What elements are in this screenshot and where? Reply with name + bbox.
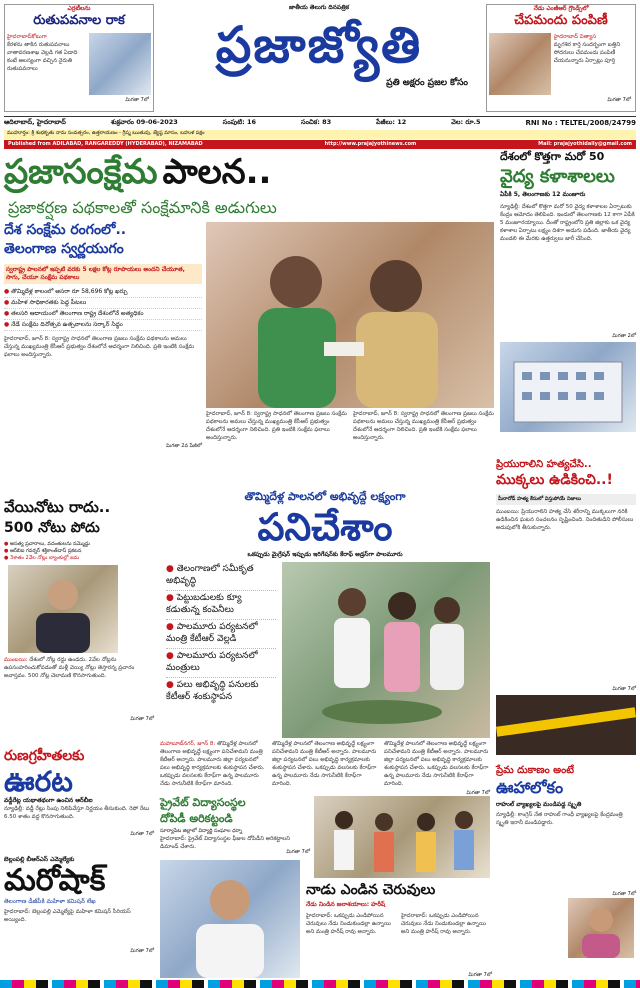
loans-title-2: ఊరట xyxy=(4,765,73,798)
person-illustration xyxy=(8,565,118,653)
smriti-title: ఊహాలోకం xyxy=(496,778,564,797)
kcr-bullets xyxy=(166,562,276,762)
kcr-body-columns xyxy=(160,740,490,790)
kcr-body-col-3: తొమ్మిదేళ్ల పాలనలో తెలంగాణ అభివృద్ధే లక్ష్యంగా పనిచేశామని మంత్రి కేటీఆర్ అన్నారు. పాలమూరు జిల్లా పర్యటనలో పలు అభివృద్ధి కార్యక్రమాలకు శంకుస్థాపన చేశారు. ఒకప్పుడు వలసలకు కేరాఫ్‌గా ఉన్న పాలమూరు నేడు సాగునీటికి కేరాఫ్‌గా మారింది. xyxy=(384,741,489,787)
dateline-date: శుక్రవారం 09-06-2023 xyxy=(110,118,178,126)
left-teaser-photo xyxy=(89,33,151,95)
kcr-bullet: ● పలు అభివృద్ధి పనులకు కేటీఆర్ శంకుస్థాపన xyxy=(166,678,276,706)
lead-photo-illustration xyxy=(206,222,494,408)
kcr-byline: మహబూబ్‌నగర్, జూన్ 8: xyxy=(160,741,216,747)
event-illustration xyxy=(314,796,490,878)
private-story[interactable] xyxy=(160,796,310,856)
ponds-story[interactable] xyxy=(306,882,492,982)
dateline-place: ఆదిలాబాద్, హైదరాబాద్ xyxy=(4,118,66,126)
mla-photo xyxy=(160,860,300,978)
smriti-kicker: ప్రేమ దుకాణం అంటే xyxy=(496,765,574,776)
mla-body: హైదరాబాద్: బెల్లంపల్లి ఎమ్మెల్యేపై మహిళా కమిషన్ సీరియస్ అయ్యింది. xyxy=(4,909,131,923)
notes-bullet: ● ఆర్‌బిఐ గవర్నర్ శక్తికాంత్‌దాస్ ప్రకటన xyxy=(4,548,154,555)
lead-bullet: ● నేడే సంక్షేమ దినోత్సవ ఉత్సవాలను సర్కార్ సిద్ధం xyxy=(4,320,202,331)
published-from: Published from ADILABAD, RANGAREDDY (HYDERABAD), NIZAMABAD xyxy=(8,141,203,147)
lead-headline-b: పాలన.. xyxy=(162,152,272,192)
kcr-body-col-2: తొమ్మిదేళ్ల పాలనలో తెలంగాణ అభివృద్ధే లక్ష్యంగా పనిచేశామని మంత్రి కేటీఆర్ అన్నారు. పాలమూరు జిల్లా పర్యటనలో పలు అభివృద్ధి కార్యక్రమాలకు శంకుస్థాపన చేశారు. ఒకప్పుడు వలసలకు కేరాఫ్‌గా ఉన్న పాలమూరు నేడు సాగునీటికి కేరాఫ్‌గా మారింది. xyxy=(272,741,377,787)
notes-bullet: ● 3శాతం 2వేల నోట్లు బ్యాంకుల్లో జమ xyxy=(4,555,154,562)
left-teaser-title: రుతుపవనాల రాక xyxy=(33,13,125,28)
mail-link[interactable]: Mail: prajajyothidaily@gmail.com xyxy=(538,141,632,147)
muhurtham-strip: ముహూర్తం: శ్రీ శుభకృతు నామ సంవత్సరం, ఉత్తరాయణం - గ్రీష్మ ఋతువు, జ్యేష్ఠ మాసం, బహుళ పక్షం xyxy=(4,130,636,139)
medical-sign: మిగతా 2లో xyxy=(612,333,636,339)
dateline-price: వెల: రూ.5 xyxy=(451,118,481,126)
medical-sub: ఏపీకి 5, తెలంగాణకు 12 మంజూరు xyxy=(500,191,586,198)
right-teaser-text: మృగశిర కార్తె సందర్భంగా బత్తిని సోదరులు చేపమందు పంపిణీ చేయనున్నారు ఏర్పాట్లు పూర్తి xyxy=(553,42,621,64)
left-teaser-kicker: ఎర్రటీలను xyxy=(67,5,91,12)
police-tape xyxy=(496,707,636,736)
murder-body: ముంబయి: ప్రియురాలిని హత్య చేసి శరీరాన్ని ముక్కలుగా నరికి ఉడికించిన ఘటన సంచలనం సృష్టించింది. నిందితుడిని పోలీసులు అదుపులోకి తీసుకున్నారు. xyxy=(496,509,634,531)
medical-body: న్యూఢిల్లీ: దేశంలో కొత్తగా మరో 50 వైద్య కళాశాలల ఏర్పాటుకు కేంద్రం ఆమోదం తెలిపింది. ఇందులో తెలంగాణకు 12 కాగా ఏపీకి 5 మంజూరయ్యాయి. దీంతో రాష్ట్రంలోని ప్రతి జిల్లాకు ఒక వైద్య కళాశాల ఏర్పాటు లక్ష్యం దిశగా అడుగు పడింది. జాతీయ వైద్య మండలి ఈ మేరకు ఉత్తర్వులు జారీ చేసింది. xyxy=(500,204,635,242)
right-teaser[interactable] xyxy=(486,4,636,112)
right-teaser-kicker: నేడు ఎంజీఆర్ గ్రౌండ్స్‌లో xyxy=(533,5,589,12)
loans-story[interactable] xyxy=(4,748,154,850)
ponds-sign: మిగతా 7లో xyxy=(468,972,492,978)
notes-byline: ముంబయి: xyxy=(4,657,28,663)
mla-title: మరోషాక్ xyxy=(4,863,106,898)
dateline xyxy=(4,116,636,129)
notes-sign: మిగతా 7లో xyxy=(130,716,154,722)
left-teaser[interactable] xyxy=(4,4,154,112)
loans-sub: వడ్డీరేట్ల యథాతథంగా ఉంచిన ఆర్‌బీఐ xyxy=(4,797,93,804)
lead-headline[interactable] xyxy=(4,152,494,196)
lead-kicker-1: దేశ సంక్షేమ రంగంలో.. xyxy=(4,222,127,238)
masthead xyxy=(160,4,478,112)
right-teaser-byline: హైదరాబాద్‌ విత్యాస xyxy=(553,34,597,40)
right-teaser-sign: మిగతా 7లో xyxy=(607,97,631,103)
dateline-volume: సంపుటి: 16 xyxy=(222,118,257,126)
lead-body: హైదరాబాద్, జూన్ 8: స్వరాష్ట్ర సాధనలో తెలంగాణ ప్రజలు సంక్షేమ పథకాలను అమలు చేస్తున్న ముఖ్యమంత్రి కేసీఆర్ ప్రభుత్వం దేశంలోనే ఆదర్శంగా నిలిచింది. ప్రతి ఇంటికి సంక్షేమ ఫలాలు అందిస్తున్నారు. xyxy=(4,336,195,358)
mla-sign: మిగతా 7లో xyxy=(130,948,154,954)
event-illustration xyxy=(282,562,490,738)
masthead-tagline: జాతీయ తెలుగు దినపత్రిక xyxy=(289,4,349,11)
publication-bar xyxy=(4,140,636,149)
masthead-slogan: ప్రతి అక్షరం ప్రజల కోసం xyxy=(386,78,468,88)
medical-kicker: దేశంలో కొత్తగా మరో 50 xyxy=(500,150,605,163)
harish-event-photo xyxy=(314,796,490,878)
notes-body: దేశంలో నోట్ల రద్దు ఉండదు. 2వేల నోట్లను ఉపసంహరించుకోవడంతో మళ్లీ వెయ్యి నోట్లు తెస్తారన్న ప్రచారం అవాస్తవం. 500 నోట్ల చెలామణి కొనసాగుతుంది. xyxy=(4,657,135,679)
murder-story[interactable] xyxy=(496,458,636,758)
notes-bullet: ● అసత్య ప్రచారాలు, వదంతులను నమ్మొద్దు xyxy=(4,541,154,548)
dateline-rni: RNI No : TELTEL/2008/24799 xyxy=(525,119,636,127)
notes-bullets xyxy=(4,541,154,562)
dateline-pages: పేజీలు: 12 xyxy=(376,118,407,126)
mla-sub: తెలంగాణ డీజీపీకి మహిళా కమిషన్ లేఖ xyxy=(4,898,96,905)
person-illustration xyxy=(568,898,634,958)
murder-sign: మిగతా 7లో xyxy=(612,686,636,692)
left-teaser-text: కేరళను తాకిన రుతుపవనాలు వాతావరణశాఖ వెల్లడి గత ఏడాది కంటే ఆలస్యంగా వచ్చిన నైరుతి రుతుపవనాలు xyxy=(7,42,78,72)
lead-headline-a: ప్రజాసంక్షేమ xyxy=(4,152,158,192)
person-illustration xyxy=(160,860,300,978)
murder-sub: మీరారోడ్ హత్య కేసులో విస్తుపోయే నిజాలు xyxy=(496,494,636,505)
medical-story[interactable] xyxy=(500,150,636,450)
dateline-issue: సంచిక: 83 xyxy=(301,118,332,126)
building-illustration xyxy=(500,342,636,432)
mla-story[interactable] xyxy=(4,856,154,984)
right-teaser-title: చేపమందు పంపిణీ xyxy=(514,13,608,28)
loans-body: న్యూఢిల్లీ: వడ్డీ రేట్లు సింపు నిలిపివేస్తూ నిర్ణయం తీసుకుంది. రెపో రేటు 6.50 శాతం వద్ద కొనసాగుతుంది. xyxy=(4,806,150,820)
mla-kicker: బెల్లంపల్లి బీఆర్ఎస్ ఎమ్మెల్యేకు xyxy=(4,856,75,863)
crime-scene-photo xyxy=(496,695,636,755)
kcr-kicker: తొమ్మిదేళ్ల పాలనలో అభివృద్దే లక్ష్యంగా xyxy=(244,490,406,503)
lead-bullet: ● తలసరి ఆదాయంలో తెలంగాణ రాష్ట్ర దేశంలోనే అత్యధికం xyxy=(4,309,202,320)
rbi-governor-photo xyxy=(8,565,118,653)
private-sub: సూర్యాపేట జిల్లాలో విద్యార్థి సంఘాల ధర్నా xyxy=(160,828,243,834)
loans-sign: మిగతా 7లో xyxy=(130,831,154,837)
lead-bullet-list xyxy=(4,287,202,331)
ponds-title: నాడు ఎండిన చెరువులు xyxy=(306,882,436,898)
smriti-sign: మిగతా 7లో xyxy=(612,891,636,897)
private-sign: మిగతా 7లో xyxy=(286,849,310,855)
notes-story[interactable] xyxy=(4,498,154,744)
kcr-bullet: ● పాలమూరు పర్యటనలో మంత్రి కేటీఆర్ వెల్లడి xyxy=(166,620,276,649)
ktr-event-photo xyxy=(282,562,490,738)
lead-right-text xyxy=(206,410,494,490)
murder-kicker: ప్రియురాలిని హత్యచేసి.. xyxy=(496,459,592,470)
color-registration-bar xyxy=(0,980,640,988)
kcr-bullet: ● పాలమూరు పర్యటనలో మంత్రులు xyxy=(166,649,276,678)
masthead-logo: ప్రజాజ్యోతి xyxy=(215,16,423,74)
lead-sign: మిగతా 2వ పేజీలో xyxy=(166,443,202,449)
notes-title: వేయినోటు రాదు.. xyxy=(4,498,111,516)
kcr-bullet: ● పెట్టుబడులకు క్యూ కడుతున్న కంపెనీలు xyxy=(166,591,276,620)
lead-left-column xyxy=(4,222,202,522)
loans-title: రుణగ్రహీతలకు xyxy=(4,748,85,764)
kcr-title[interactable]: పనిచేశాం xyxy=(257,505,393,549)
lead-subhead: ప్రజాకర్షణ పథకాలతో సంక్షేమానికి అడుగులు xyxy=(8,198,277,217)
smriti-sub: రాహుల్ వ్యాఖ్యలపై మండిపడ్డ స్మృతి xyxy=(496,801,582,808)
lead-body-continued-2: హైదరాబాద్, జూన్ 8: స్వరాష్ట్ర సాధనలో తెలంగాణ ప్రజలు సంక్షేమ పథకాలను అమలు చేస్తున్న ముఖ్యమంత్రి కేసీఆర్ ప్రభుత్వం దేశంలోనే ఆదర్శంగా నిలిచింది. ప్రతి ఇంటికి సంక్షేమ ఫలాలు అందిస్తున్నారు. xyxy=(353,411,494,441)
lead-body-continued: హైదరాబాద్, జూన్ 8: స్వరాష్ట్ర సాధనలో తెలంగాణ ప్రజలు సంక్షేమ పథకాలను అమలు చేస్తున్న ముఖ్యమంత్రి కేసీఆర్ ప్రభుత్వం దేశంలోనే ఆదర్శంగా నిలిచింది. ప్రతి ఇంటికి సంక్షేమ ఫలాలు అందిస్తున్నారు. xyxy=(206,411,347,441)
lead-highlight: స్వరాష్ట్ర పాలనలో ఇప్పటి వరకు 5 లక్షల కోట్ల రూపాయలు అందని చేయూత, సాగు, చేయూ సంక్షేమ పథకాలు xyxy=(4,264,202,284)
lead-bullet: ● మహిళ సాధికారతకు పెద్ద పీటలు xyxy=(4,298,202,309)
notes-title-2: 500 నోటు పోదు xyxy=(4,520,100,536)
kcr-sign: మిగతా 7లో xyxy=(466,790,490,796)
medical-building-photo xyxy=(500,342,636,432)
lead-kicker-2: తెలంగాణ స్వర్ణయుగం xyxy=(4,241,124,257)
private-body: హైదరాబాద్: ప్రైవేట్ విద్యాసంస్థల ఫీజుల దోపిడీని అరికట్టాలని డిమాండ్ చేశారు. xyxy=(160,836,291,849)
smriti-photo xyxy=(568,898,634,958)
kcr-sub: ఒకప్పుడు మైగ్రేషన్ ఇప్పుడు ఇరిగేషన్‌కు కేరాఫ్ అడ్రస్‌గా పాలమూరు xyxy=(247,551,403,558)
private-title-2: దోపిడీ అరికట్టండి xyxy=(160,812,233,825)
private-title: ప్రైవేట్ విద్యాసంస్థల xyxy=(160,796,246,809)
ponds-sub: నేడు నిండిన జలాశయాలు: హరీష్ xyxy=(306,901,386,908)
smriti-body: న్యూఢిల్లీ: కాంగ్రెస్ నేత రాహుల్ గాంధీ వ్యాఖ్యలపై కేంద్రమంత్రి స్మృతి ఇరానీ మండిపడ్డారు. xyxy=(496,812,623,826)
left-teaser-sign: మిగతా 7లో xyxy=(125,97,149,103)
medical-title: వైద్య కళాశాలలు xyxy=(500,166,615,187)
lead-photo-women xyxy=(206,222,494,408)
ponds-body: హైదరాబాద్: ఒకప్పుడు ఎండిపోయిన చెరువులు నేడు నిండుకుండల్లా ఉన్నాయి అని మంత్రి హరీష్ రావు అన్నారు. xyxy=(306,913,391,935)
right-teaser-photo xyxy=(489,33,551,95)
smriti-story[interactable] xyxy=(496,764,636,982)
website-link[interactable]: http://www.prajajyothinews.com xyxy=(324,141,417,147)
ponds-body-2: హైదరాబాద్: ఒకప్పుడు ఎండిపోయిన చెరువులు నేడు నిండుకుండల్లా ఉన్నాయి అని మంత్రి హరీష్ రావు అన్నారు. xyxy=(401,913,486,935)
kcr-body: తొమ్మిదేళ్ల పాలనలో తెలంగాణ అభివృద్ధే లక్ష్యంగా పనిచేశామని మంత్రి కేటీఆర్ అన్నారు. పాలమూరు జిల్లా పర్యటనలో పలు అభివృద్ధి కార్యక్రమాలకు శంకుస్థాపన చేశారు. ఒకప్పుడు వలసలకు కేరాఫ్‌గా ఉన్న పాలమూరు నేడు సాగునీటికి కేరాఫ్‌గా మారింది. xyxy=(160,741,265,787)
left-teaser-byline: హైదరాబాద్‌కోటుగా xyxy=(7,34,47,40)
lead-bullet: ● తొమ్మిదేళ్ల కాలంలో అసరా రూ 58,696 కోట్ల ఖర్చు xyxy=(4,287,202,298)
murder-title: ముక్కలు ఉడికించి..! xyxy=(496,472,613,488)
kcr-bullet: ● తెలంగాణలో సమీకృత అభివృద్ధి xyxy=(166,562,276,591)
kcr-body-col xyxy=(160,740,266,790)
